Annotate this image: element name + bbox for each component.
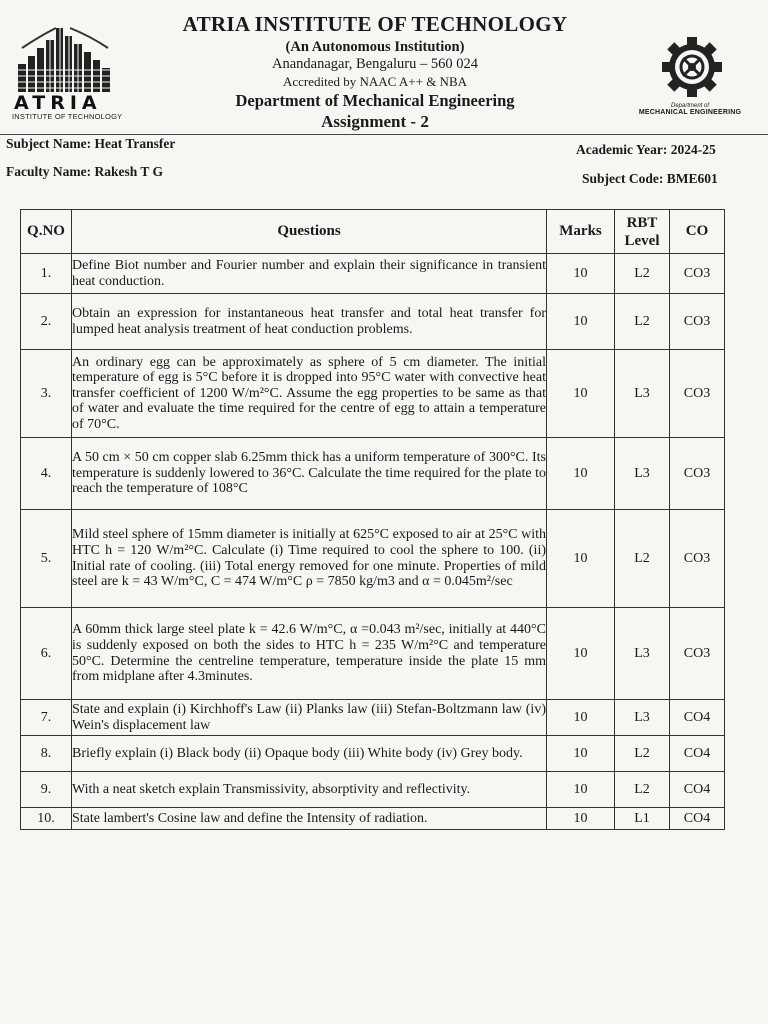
question-text: With a neat sketch explain Transmissivity, absorptivity and reflectivity. — [72, 772, 547, 808]
marks-cell: 10 — [547, 736, 615, 772]
table-row — [21, 736, 725, 772]
co-cell: CO3 — [670, 294, 725, 350]
marks-cell: 10 — [547, 438, 615, 510]
co-cell: CO3 — [670, 438, 725, 510]
department-logo-caption-line-1: Department of — [670, 103, 710, 109]
question-number: 3. — [21, 350, 72, 438]
marks-cell: 10 — [547, 608, 615, 700]
header-qno: Q.NO — [21, 210, 72, 254]
table-row — [21, 438, 725, 510]
header-questions: Questions — [72, 210, 547, 254]
question-text: Define Biot number and Fourier number and explain their significance in transient heat conduction. — [72, 254, 547, 294]
department-name: Department of Mechanical Engineering — [235, 91, 515, 110]
marks-cell: 10 — [547, 510, 615, 608]
rbt-cell: L2 — [615, 294, 670, 350]
header-rbt-line-2: Level — [624, 232, 660, 249]
questions-table — [20, 209, 725, 830]
marks-cell: 10 — [547, 700, 615, 736]
rbt-cell: L3 — [615, 700, 670, 736]
table-row — [21, 700, 725, 736]
logo-sub-text: INSTITUTE OF TECHNOLOGY — [12, 112, 123, 121]
page-title: Assignment - 2 — [321, 112, 429, 131]
table-row — [21, 350, 725, 438]
question-text: State lambert's Cosine law and define the Intensity of radiation. — [72, 808, 547, 830]
question-number: 2. — [21, 294, 72, 350]
header-rbt-line-1: RBT — [626, 214, 658, 231]
logo-brand-text: ATRIA — [14, 92, 102, 114]
question-number: 9. — [21, 772, 72, 808]
rbt-cell: L2 — [615, 254, 670, 294]
co-cell: CO4 — [670, 700, 725, 736]
marks-cell: 10 — [547, 294, 615, 350]
rbt-cell: L2 — [615, 736, 670, 772]
autonomy-line: (An Autonomous Institution) — [285, 39, 465, 55]
question-number: 10. — [21, 808, 72, 830]
rbt-cell: L2 — [615, 772, 670, 808]
marks-cell: 10 — [547, 254, 615, 294]
question-text: State and explain (i) Kirchhoff's Law (ii) Planks law (iii) Stefan-Boltzmann law (iv) Wein's displacement law — [72, 700, 547, 736]
department-logo-caption-line-2: MECHANICAL ENGINEERING — [638, 109, 742, 116]
question-number: 5. — [21, 510, 72, 608]
header-divider — [0, 134, 768, 135]
institution-name: ATRIA INSTITUTE OF TECHNOLOGY — [182, 12, 568, 36]
co-cell: CO3 — [670, 350, 725, 438]
table-row — [21, 254, 725, 294]
question-number: 4. — [21, 438, 72, 510]
question-number: 7. — [21, 700, 72, 736]
accreditation-line: Accredited by NAAC A++ & NBA — [283, 74, 467, 89]
question-text: An ordinary egg can be approximately as sphere of 5 cm diameter. The initial temperature of egg is 5°C before it is dropped into 95°C water with convective heat transfer coefficient of 1200 W/m²°C. Assume the egg properties to be same as that of water and evaluate the time required for the centre of egg to attain a temperature of 70°C. — [72, 350, 547, 438]
header-rbt-level — [615, 210, 670, 254]
marks-cell: 10 — [547, 350, 615, 438]
table-header-row — [21, 210, 725, 254]
department-logo-caption — [634, 103, 746, 116]
co-cell: CO4 — [670, 808, 725, 830]
co-cell: CO3 — [670, 608, 725, 700]
rbt-cell: L3 — [615, 350, 670, 438]
table-row — [21, 808, 725, 830]
subject-code: Subject Code: BME601 — [582, 171, 718, 186]
table-row — [21, 294, 725, 350]
marks-cell: 10 — [547, 808, 615, 830]
subject-name: Subject Name: Heat Transfer — [6, 136, 176, 151]
question-text: Obtain an expression for instantaneous heat transfer and total heat transfer for lumped heat analysis treatment of heat conduction problems. — [72, 294, 547, 350]
question-text: A 60mm thick large steel plate k = 42.6 W/m°C, α =0.043 m²/sec, initially at 440°C is suddenly exposed on both the sides to HTC h = 235 W/m²°C and temperature 50°C. Determine the centreline temperature, temperature inside the plate 15 mm from midplane after 4.3minutes. — [72, 608, 547, 700]
question-text: Briefly explain (i) Black body (ii) Opaque body (iii) White body (iv) Grey body. — [72, 736, 547, 772]
question-number: 1. — [21, 254, 72, 294]
marks-cell: 10 — [547, 772, 615, 808]
table-row — [21, 608, 725, 700]
co-cell: CO4 — [670, 736, 725, 772]
co-cell: CO4 — [670, 772, 725, 808]
question-text: Mild steel sphere of 15mm diameter is initially at 625°C exposed to air at 25°C with HTC h = 120 W/m²°C. Calculate (i) Time required to cool the sphere to 100. (ii) Initial rate of cooling. (iii) Total energy removed for one minute. Properties of mild steel are k = 43 W/m°C, C = 474 W/m°C ρ = 7850 kg/m3 and α = 0.045m²/sec — [72, 510, 547, 608]
question-text: A 50 cm × 50 cm copper slab 6.25mm thick has a uniform temperature of 300°C. Its temperature is suddenly lowered to 36°C. Calculate the time required for the plate to reach the temperature of 108°C — [72, 438, 547, 510]
question-number: 6. — [21, 608, 72, 700]
rbt-cell: L2 — [615, 510, 670, 608]
header-co: CO — [670, 210, 725, 254]
co-cell: CO3 — [670, 510, 725, 608]
rbt-cell: L3 — [615, 438, 670, 510]
faculty-name: Faculty Name: Rakesh T G — [6, 164, 164, 179]
co-cell: CO3 — [670, 254, 725, 294]
rbt-cell: L1 — [615, 808, 670, 830]
academic-year: Academic Year: 2024-25 — [576, 142, 716, 157]
header-marks: Marks — [547, 210, 615, 254]
table-row — [21, 510, 725, 608]
address-line: Anandanagar, Bengaluru – 560 024 — [272, 56, 478, 72]
rbt-cell: L3 — [615, 608, 670, 700]
question-number: 8. — [21, 736, 72, 772]
table-row — [21, 772, 725, 808]
